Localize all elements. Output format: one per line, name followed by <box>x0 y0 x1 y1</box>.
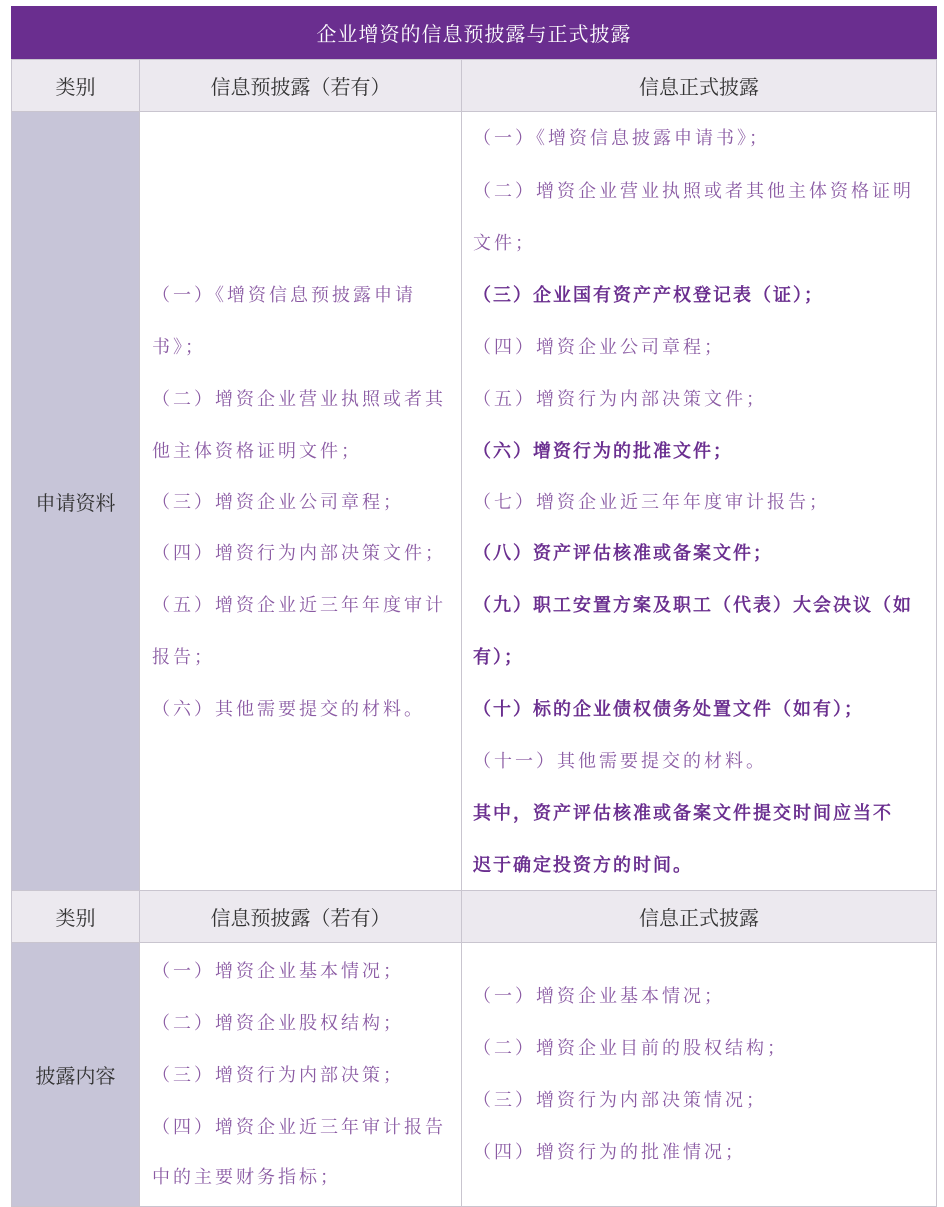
category-disclosure-content: 披露内容 <box>11 942 140 1207</box>
category-application-materials: 申请资料 <box>11 111 140 891</box>
list-item: （一）增资企业基本情况； <box>473 986 725 1007</box>
list-item: （七）增资企业近三年年度审计报告； <box>473 492 830 513</box>
list-item: （四）增资行为的批准情况； <box>473 1142 746 1163</box>
header-formal-disclosure: 信息正式披露 <box>461 890 937 943</box>
list-item: （三）企业国有资产产权登记表（证）； <box>473 285 824 306</box>
list-item: （一）《增资信息披露申请书》； <box>473 128 770 149</box>
list-item: （四）增资行为内部决策文件； <box>152 543 446 564</box>
header-formal-disclosure: 信息正式披露 <box>461 59 937 112</box>
list-item: 他主体资格证明文件； <box>152 441 362 462</box>
list-item: 有）； <box>473 647 524 668</box>
list-item: （四）增资企业近三年审计报告 <box>152 1117 446 1138</box>
list-item: （五）增资企业近三年年度审计 <box>152 595 446 616</box>
header-category: 类别 <box>11 890 140 943</box>
list-item: （十一）其他需要提交的材料。 <box>473 751 767 772</box>
formal-disclosure-content-cell <box>461 942 937 1207</box>
list-item: （二）增资企业营业执照或者其他主体资格证明 <box>473 181 914 202</box>
list-item: 文件； <box>473 233 536 254</box>
header-pre-disclosure: 信息预披露（若有） <box>139 59 462 112</box>
list-item: 报告； <box>152 647 215 668</box>
list-item: （九）职工安置方案及职工（代表）大会决议（如 <box>473 595 913 616</box>
list-item: 中的主要财务指标； <box>152 1167 341 1188</box>
list-item: 其中，资产评估核准或备案文件提交时间应当不 <box>473 803 893 824</box>
list-item: （四）增资企业公司章程； <box>473 337 725 358</box>
table-title: 企业增资的信息预披露与正式披露 <box>11 6 937 59</box>
list-item: （八）资产评估核准或备案文件； <box>473 543 773 564</box>
list-item: （三）增资企业公司章程； <box>152 492 404 513</box>
list-item: （一）增资企业基本情况； <box>152 961 404 982</box>
header-pre-disclosure: 信息预披露（若有） <box>139 890 462 943</box>
list-item: （三）增资行为内部决策； <box>152 1065 404 1086</box>
list-item: （六）其他需要提交的材料。 <box>152 699 425 720</box>
list-item: （二）增资企业营业执照或者其 <box>152 389 446 410</box>
list-item: （五）增资行为内部决策文件； <box>473 389 767 410</box>
list-item: （三）增资行为内部决策情况； <box>473 1090 767 1111</box>
list-item: 迟于确定投资方的时间。 <box>473 855 693 876</box>
list-item: （二）增资企业目前的股权结构； <box>473 1038 788 1059</box>
list-item: （一）《增资信息预披露申请 <box>152 285 416 306</box>
list-item: （六）增资行为的批准文件； <box>473 441 733 462</box>
list-item: （二）增资企业股权结构； <box>152 1013 404 1034</box>
list-item: 书》； <box>152 337 206 358</box>
list-item: （十）标的企业债权债务处置文件（如有）； <box>473 699 864 720</box>
header-category: 类别 <box>11 59 140 112</box>
